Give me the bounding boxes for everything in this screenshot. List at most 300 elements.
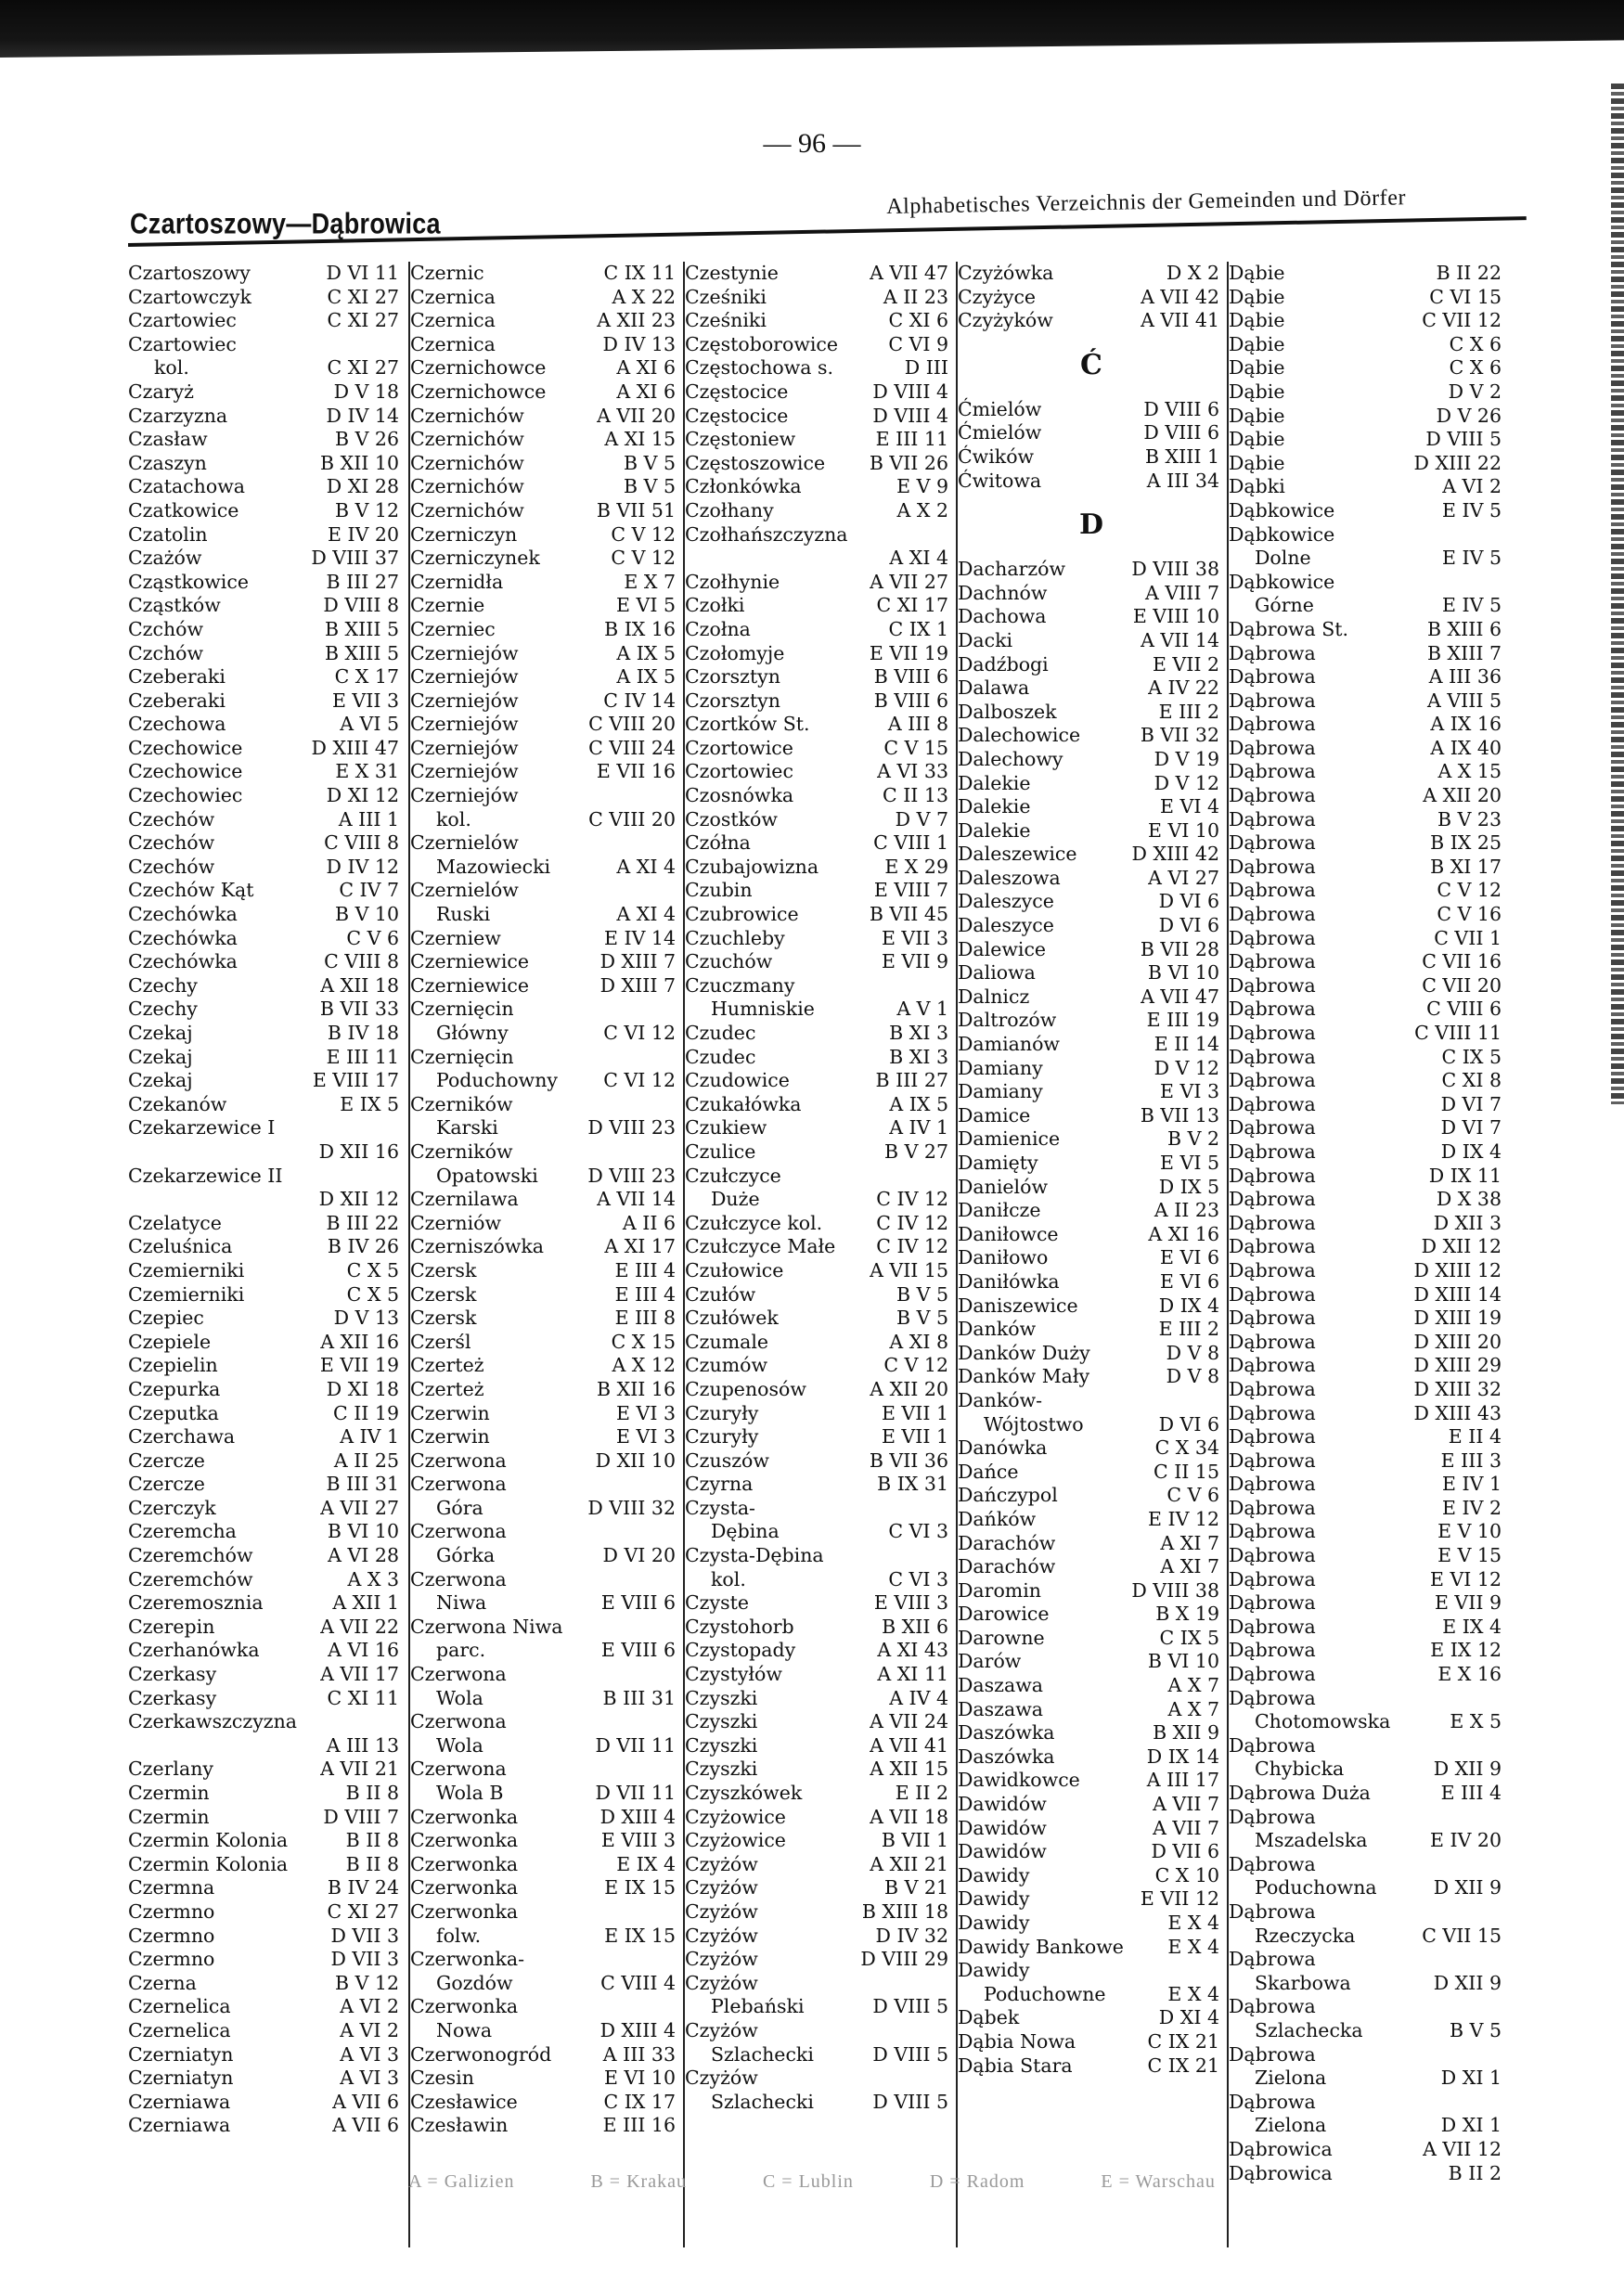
map-reference: C VII 12 [1422, 309, 1502, 332]
place-name: Dąbrowa [1229, 1330, 1316, 1353]
map-reference: E III 4 [614, 1282, 676, 1306]
map-reference: A X 7 [1167, 1697, 1219, 1720]
map-reference: A VII 14 [1141, 628, 1219, 651]
index-entry [410, 356, 681, 380]
place-name: Czerlany [128, 1758, 213, 1781]
index-entry [1229, 452, 1507, 476]
map-reference: E VI 10 [604, 2067, 676, 2090]
index-entry [410, 2114, 681, 2138]
place-name: Dalewice [958, 937, 1047, 960]
index-entry [410, 665, 681, 689]
map-reference: D XIII 19 [1413, 1307, 1502, 1330]
map-reference: D XI 12 [326, 784, 399, 807]
index-entry [128, 1354, 405, 1378]
map-reference: D V 12 [1154, 771, 1219, 794]
map-reference: D V 8 [1166, 1341, 1219, 1364]
index-entry [1229, 927, 1507, 951]
map-reference: D VI 6 [1158, 914, 1219, 937]
place-name: Dąbrowa [1229, 1805, 1316, 1828]
place-name: Czułów [685, 1282, 756, 1306]
index-entry [685, 1876, 954, 1900]
index-entry [685, 571, 954, 595]
index-entry [685, 523, 954, 571]
index-entry [685, 1140, 954, 1165]
map-reference: C XI 27 [327, 356, 399, 380]
map-reference: E IV 20 [1430, 1829, 1502, 1852]
index-entry [958, 582, 1225, 606]
place-name: Ćwitowa [958, 469, 1042, 492]
index-entry [128, 2091, 405, 2115]
map-reference: A IV 22 [1148, 676, 1219, 700]
place-name: Czechy [128, 998, 198, 1021]
place-name: Dąbrowa [1229, 1615, 1316, 1638]
place-name: Czersk [410, 1282, 477, 1306]
map-reference: B V 2 [1167, 1127, 1219, 1151]
place-name: Czerniejów [410, 784, 519, 807]
index-entry [958, 1627, 1225, 1651]
place-name: Czerwonka- [410, 1948, 525, 1971]
place-name: Częstoborowice [685, 332, 839, 355]
index-entry [410, 1948, 681, 1995]
index-entry [410, 1235, 681, 1259]
map-reference: A XI 4 [889, 547, 948, 570]
map-reference: D V 12 [1154, 1056, 1219, 1079]
map-reference: A IV 4 [889, 1686, 948, 1709]
map-reference: A III 17 [1146, 1769, 1219, 1792]
section-letter-heading: D [1078, 509, 1103, 542]
place-name: Czeluśnica [128, 1235, 233, 1258]
map-reference: D IX 4 [1158, 1294, 1219, 1317]
index-entry [410, 1806, 681, 1830]
index-entry [958, 985, 1225, 1010]
index-entry [410, 333, 681, 357]
place-name: Czułówek [685, 1307, 779, 1330]
place-name: Dąbrowa [1229, 1544, 1316, 1567]
index-entry [958, 890, 1225, 914]
map-reference: B XI 3 [889, 1022, 948, 1044]
index-entry [1229, 1188, 1507, 1212]
map-reference: B VIII 6 [873, 665, 948, 689]
index-entry [1229, 405, 1507, 429]
index-entry [410, 760, 681, 784]
map-reference: A III 1 [338, 807, 399, 831]
place-name: Czyżyków [958, 309, 1053, 332]
place-name: Czerników [410, 1140, 513, 1163]
map-reference: D VII 6 [1151, 1840, 1219, 1863]
index-entry [128, 547, 405, 571]
map-reference: D XI 1 [1440, 2114, 1502, 2137]
map-reference: A VII 47 [870, 262, 948, 284]
map-reference: E VIII 7 [873, 879, 948, 902]
place-name: Czyżowice [685, 1829, 786, 1852]
column-3 [683, 262, 954, 2247]
map-reference: D VIII 8 [323, 594, 399, 617]
place-name: Dąbie [1229, 309, 1285, 332]
map-reference: E II 4 [1448, 1425, 1502, 1449]
index-entry [685, 1758, 954, 1782]
place-name: Dąbrowa [1229, 1899, 1316, 1923]
map-reference: C IX 21 [1147, 2029, 1219, 2053]
place-name-continuation: Szlachecka [1255, 2018, 1363, 2041]
index-entry [128, 1307, 405, 1331]
map-reference: D IV 13 [602, 332, 676, 355]
map-reference: C VIII 20 [588, 713, 676, 736]
index-entry [410, 1425, 681, 1449]
place-name-continuation: Góra [436, 1496, 483, 1519]
index-entry [128, 1235, 405, 1259]
place-name: Czumów [685, 1354, 768, 1377]
index-entry [958, 1674, 1225, 1698]
place-name: Czerniewice [410, 950, 530, 973]
index-entry [1229, 571, 1507, 618]
index-entry [685, 1235, 954, 1259]
index-entry [410, 1283, 681, 1307]
index-entry [410, 1710, 681, 1758]
map-reference: A XI 7 [1160, 1531, 1219, 1554]
place-name: Czystopady [685, 1639, 796, 1662]
index-entry [1229, 1663, 1507, 1687]
index-entry [410, 784, 681, 831]
place-name: Czchów [128, 641, 204, 664]
place-name: Dąbie [1229, 380, 1285, 403]
place-name: Czernichów [410, 428, 524, 451]
map-reference: D XI 18 [326, 1377, 399, 1400]
index-entry [410, 1093, 681, 1140]
index-entry [128, 1022, 405, 1046]
place-name-continuation: Górne [1255, 594, 1314, 617]
map-reference: B III 31 [602, 1686, 676, 1709]
index-entry [685, 760, 954, 784]
place-name: Czechów Kąt [128, 879, 254, 902]
index-entry [1229, 1995, 1507, 2042]
map-reference: C VII 16 [1422, 950, 1502, 973]
map-reference: A VII 7 [1153, 1816, 1219, 1839]
place-name: Czerniatyn [128, 2067, 234, 2090]
place-name: Dąbie [1229, 285, 1285, 308]
place-name: Dawidy [958, 1959, 1030, 1982]
index-entry [128, 262, 405, 286]
place-name: Czercze [128, 1449, 205, 1472]
place-name: Czuchleby [685, 926, 785, 949]
place-name: Damiany [958, 1080, 1043, 1103]
place-name: Dąbki [1229, 475, 1285, 498]
map-reference: C XI 8 [1441, 1069, 1502, 1092]
index-entry [685, 1734, 954, 1758]
map-reference: D XIII 14 [1413, 1282, 1502, 1306]
map-reference: D XII 10 [595, 1449, 676, 1472]
map-reference: A III 34 [1146, 469, 1219, 492]
index-entry [410, 1853, 681, 1877]
place-name: Czerhanówka [128, 1639, 260, 1662]
index-entry [410, 618, 681, 642]
index-entry [958, 2030, 1225, 2054]
place-name: Czółna [685, 831, 751, 855]
map-reference: D VII 11 [595, 1782, 676, 1804]
index-entry [1229, 2043, 1507, 2091]
index-entry [128, 1497, 405, 1521]
place-name: Czernichów [410, 498, 524, 521]
index-entry [410, 523, 681, 547]
place-name: Czeremchów [128, 1544, 253, 1567]
map-reference: C VI 3 [888, 1567, 948, 1590]
place-name: Czerśl [410, 1330, 471, 1353]
place-name: Czechów [128, 807, 215, 831]
index-entry [128, 1758, 405, 1782]
index-entry [685, 1829, 954, 1853]
map-reference: A VI 33 [877, 760, 948, 783]
index-entry [1229, 1473, 1507, 1497]
index-entry [410, 689, 681, 714]
index-entry [1229, 1449, 1507, 1474]
place-name-continuation: Wola B [436, 1782, 504, 1804]
map-reference: C VI 3 [888, 1520, 948, 1543]
place-name: Czyżów [685, 1852, 758, 1875]
place-name: Czyżów [685, 1948, 758, 1971]
place-name: Czechów [128, 831, 215, 855]
place-name: Czerniejów [410, 689, 519, 712]
index-entry [685, 903, 954, 927]
index-entry [1229, 262, 1507, 286]
map-reference: A VII 42 [1141, 285, 1219, 308]
index-entry [128, 1663, 405, 1687]
map-reference: C X 15 [611, 1330, 676, 1353]
map-reference: B VII 33 [319, 998, 399, 1021]
index-entry [128, 1876, 405, 1900]
map-reference: C II 13 [883, 784, 948, 807]
place-name: Czeremchów [128, 1567, 253, 1590]
place-name: Czerniejów [410, 713, 519, 736]
index-entry [1229, 286, 1507, 310]
place-name: Czerwonka [410, 1995, 519, 2018]
map-reference: A X 7 [1167, 1674, 1219, 1697]
index-entry [128, 2067, 405, 2091]
index-entry [410, 1402, 681, 1426]
index-entry [410, 2091, 681, 2115]
place-name: Czernichów [410, 404, 524, 427]
map-reference: E VII 3 [881, 926, 948, 949]
index-entry [685, 713, 954, 737]
index-entry [1229, 309, 1507, 333]
place-name: Czepiele [128, 1330, 212, 1353]
index-entry [410, 927, 681, 951]
place-name: Czorsztyn [685, 665, 780, 689]
map-reference: A VII 20 [597, 404, 676, 427]
map-reference: A VII 41 [870, 1733, 948, 1757]
map-reference: A XI 4 [616, 903, 676, 926]
index-entry [685, 1900, 954, 1925]
index-entry [685, 2019, 954, 2067]
place-name: Czyżów [685, 1971, 758, 1994]
map-reference: E VIII 6 [600, 1591, 676, 1615]
place-name: Dawidów [958, 1793, 1047, 1816]
index-entry [410, 1307, 681, 1331]
map-reference: A XII 15 [870, 1758, 948, 1781]
map-reference: E III 4 [614, 1258, 676, 1281]
place-name: Czuczmany [685, 973, 795, 997]
index-entry [958, 445, 1225, 470]
index-entry [128, 903, 405, 927]
place-name: Dąbrowa [1229, 1733, 1316, 1757]
place-name: Czermno [128, 1899, 215, 1923]
index-entry [958, 1698, 1225, 1722]
map-reference: D VIII 38 [1131, 558, 1219, 581]
place-name: Czyszki [685, 1710, 758, 1733]
map-reference: A III 36 [1428, 665, 1502, 689]
index-entry [958, 1104, 1225, 1128]
place-name: Czekanów [128, 1092, 227, 1115]
map-reference: B II 2 [1448, 2161, 1502, 2184]
index-entry [958, 1603, 1225, 1627]
place-name: Czerwona [410, 1449, 507, 1472]
map-reference: D V 7 [895, 807, 948, 831]
map-reference: D VI 6 [1158, 890, 1219, 913]
place-name-continuation: kol. [711, 1567, 746, 1590]
index-entry [958, 1389, 1225, 1436]
index-entry [958, 1270, 1225, 1294]
index-entry [128, 1402, 405, 1426]
index-entry [128, 1093, 405, 1117]
index-entry [1229, 998, 1507, 1022]
map-reference: B V 5 [624, 475, 676, 498]
map-reference: E X 5 [1450, 1710, 1502, 1733]
map-reference: E III 8 [614, 1307, 676, 1330]
map-reference: B II 8 [345, 1829, 399, 1852]
map-reference: E VI 5 [616, 594, 676, 617]
place-name: Czersk [410, 1307, 477, 1330]
index-entry [685, 1069, 954, 1093]
place-name: Dąbrowa [1229, 1639, 1316, 1662]
map-reference: D XI 1 [1440, 2067, 1502, 2090]
map-reference: E II 2 [895, 1782, 948, 1804]
place-name: Dalechowy [958, 747, 1063, 770]
map-reference: C IV 7 [339, 879, 399, 902]
index-entry [1229, 737, 1507, 761]
scan-right-edge [1611, 84, 1624, 1104]
index-entry [410, 571, 681, 595]
index-entry [958, 1152, 1225, 1176]
index-entry [958, 558, 1225, 582]
index-entry [1229, 1259, 1507, 1283]
map-reference: D V 26 [1436, 404, 1502, 427]
index-entry [958, 1199, 1225, 1223]
page-number: — 96 — [763, 128, 861, 159]
place-name: Daszawa [958, 1697, 1043, 1720]
map-reference: B II 8 [345, 1852, 399, 1875]
index-entry [958, 772, 1225, 796]
place-name-continuation: Chotomowska [1255, 1710, 1391, 1733]
index-entry [685, 380, 954, 405]
map-reference: D XIII 20 [1413, 1330, 1502, 1353]
place-name: Dąbrowa [1229, 1473, 1316, 1496]
place-name: Dąbrowa [1229, 713, 1316, 736]
place-name: Dąbrowa [1229, 2090, 1316, 2113]
map-reference: A XI 6 [616, 356, 676, 380]
place-name: Czyszkówek [685, 1782, 803, 1804]
index-entry [128, 1520, 405, 1544]
map-reference: A III 8 [887, 713, 948, 736]
place-name: Dalechowice [958, 724, 1081, 747]
map-reference: C II 15 [1154, 1460, 1219, 1483]
place-name: Cześniki [685, 309, 767, 332]
map-reference: A X 22 [612, 285, 676, 308]
index-entry [685, 856, 954, 880]
place-name: Czerników [410, 1092, 513, 1115]
place-name: Czesławin [410, 2114, 509, 2137]
index-entry [1229, 1307, 1507, 1331]
column-1 [128, 262, 405, 2247]
place-name: Czułowice [685, 1258, 784, 1281]
map-reference: C X 6 [1449, 356, 1502, 380]
place-name: Czysta- [685, 1496, 755, 1519]
index-entry [128, 1212, 405, 1236]
map-reference: B VII 36 [869, 1449, 948, 1472]
index-entry [1229, 1283, 1507, 1307]
index-entry [958, 1745, 1225, 1770]
index-entry [685, 642, 954, 666]
place-name: Daszawa [958, 1674, 1043, 1697]
map-reference: A XI 7 [1160, 1555, 1219, 1578]
index-entry [410, 2067, 681, 2091]
map-reference: C V 16 [1437, 903, 1502, 926]
index-entry [1229, 1948, 1507, 1995]
index-entry [410, 309, 681, 333]
place-name: Czerwona [410, 1473, 507, 1496]
index-entry [1229, 713, 1507, 737]
map-reference: D VIII 6 [1143, 397, 1219, 420]
index-entry [128, 713, 405, 737]
map-reference: E IV 5 [1442, 547, 1502, 570]
map-reference: E X 4 [1167, 1912, 1219, 1934]
map-reference: E VII 9 [881, 950, 948, 973]
place-name: Częstoszowice [685, 451, 826, 474]
index-entry [410, 1876, 681, 1900]
map-reference: A VII 21 [320, 1758, 399, 1781]
place-name: Czukiew [685, 1116, 767, 1140]
index-entry [685, 2067, 954, 2114]
index-entry [1229, 1853, 1507, 1900]
place-name: Czechowa [128, 713, 226, 736]
place-name: Czyżów [685, 1899, 758, 1923]
index-entry [410, 594, 681, 618]
index-entry [958, 1365, 1225, 1389]
map-reference: D VIII 32 [587, 1496, 676, 1519]
index-entry [958, 1864, 1225, 1888]
index-entry [958, 914, 1225, 938]
place-name: Czortków St. [685, 713, 810, 736]
place-name: Dąbrowa [1229, 736, 1316, 759]
place-name: Czerniejów [410, 665, 519, 689]
place-name: Dachowa [958, 605, 1047, 628]
index-entry [410, 1900, 681, 1948]
index-entry [128, 1948, 405, 1972]
place-name: Dąbrowa [1229, 1663, 1316, 1686]
place-name: Dąbrowa [1229, 1449, 1316, 1472]
index-entry [958, 1650, 1225, 1674]
map-reference: D VIII 5 [872, 2090, 948, 2113]
place-name: Czołhynie [685, 570, 780, 593]
index-entry [685, 1378, 954, 1402]
place-name: Daliowa [958, 961, 1036, 985]
map-reference: C IX 11 [603, 262, 676, 284]
map-reference: D VIII 5 [872, 1995, 948, 2018]
map-reference: D V 13 [333, 1307, 399, 1330]
region-legend [0, 2171, 1624, 2193]
map-reference: C X 34 [1154, 1436, 1219, 1460]
place-name: Dąbrowa St. [1229, 617, 1349, 640]
place-name: Czatkowice [128, 498, 239, 521]
place-name: Dalekie [958, 795, 1031, 818]
map-reference: A X 3 [347, 1567, 399, 1590]
